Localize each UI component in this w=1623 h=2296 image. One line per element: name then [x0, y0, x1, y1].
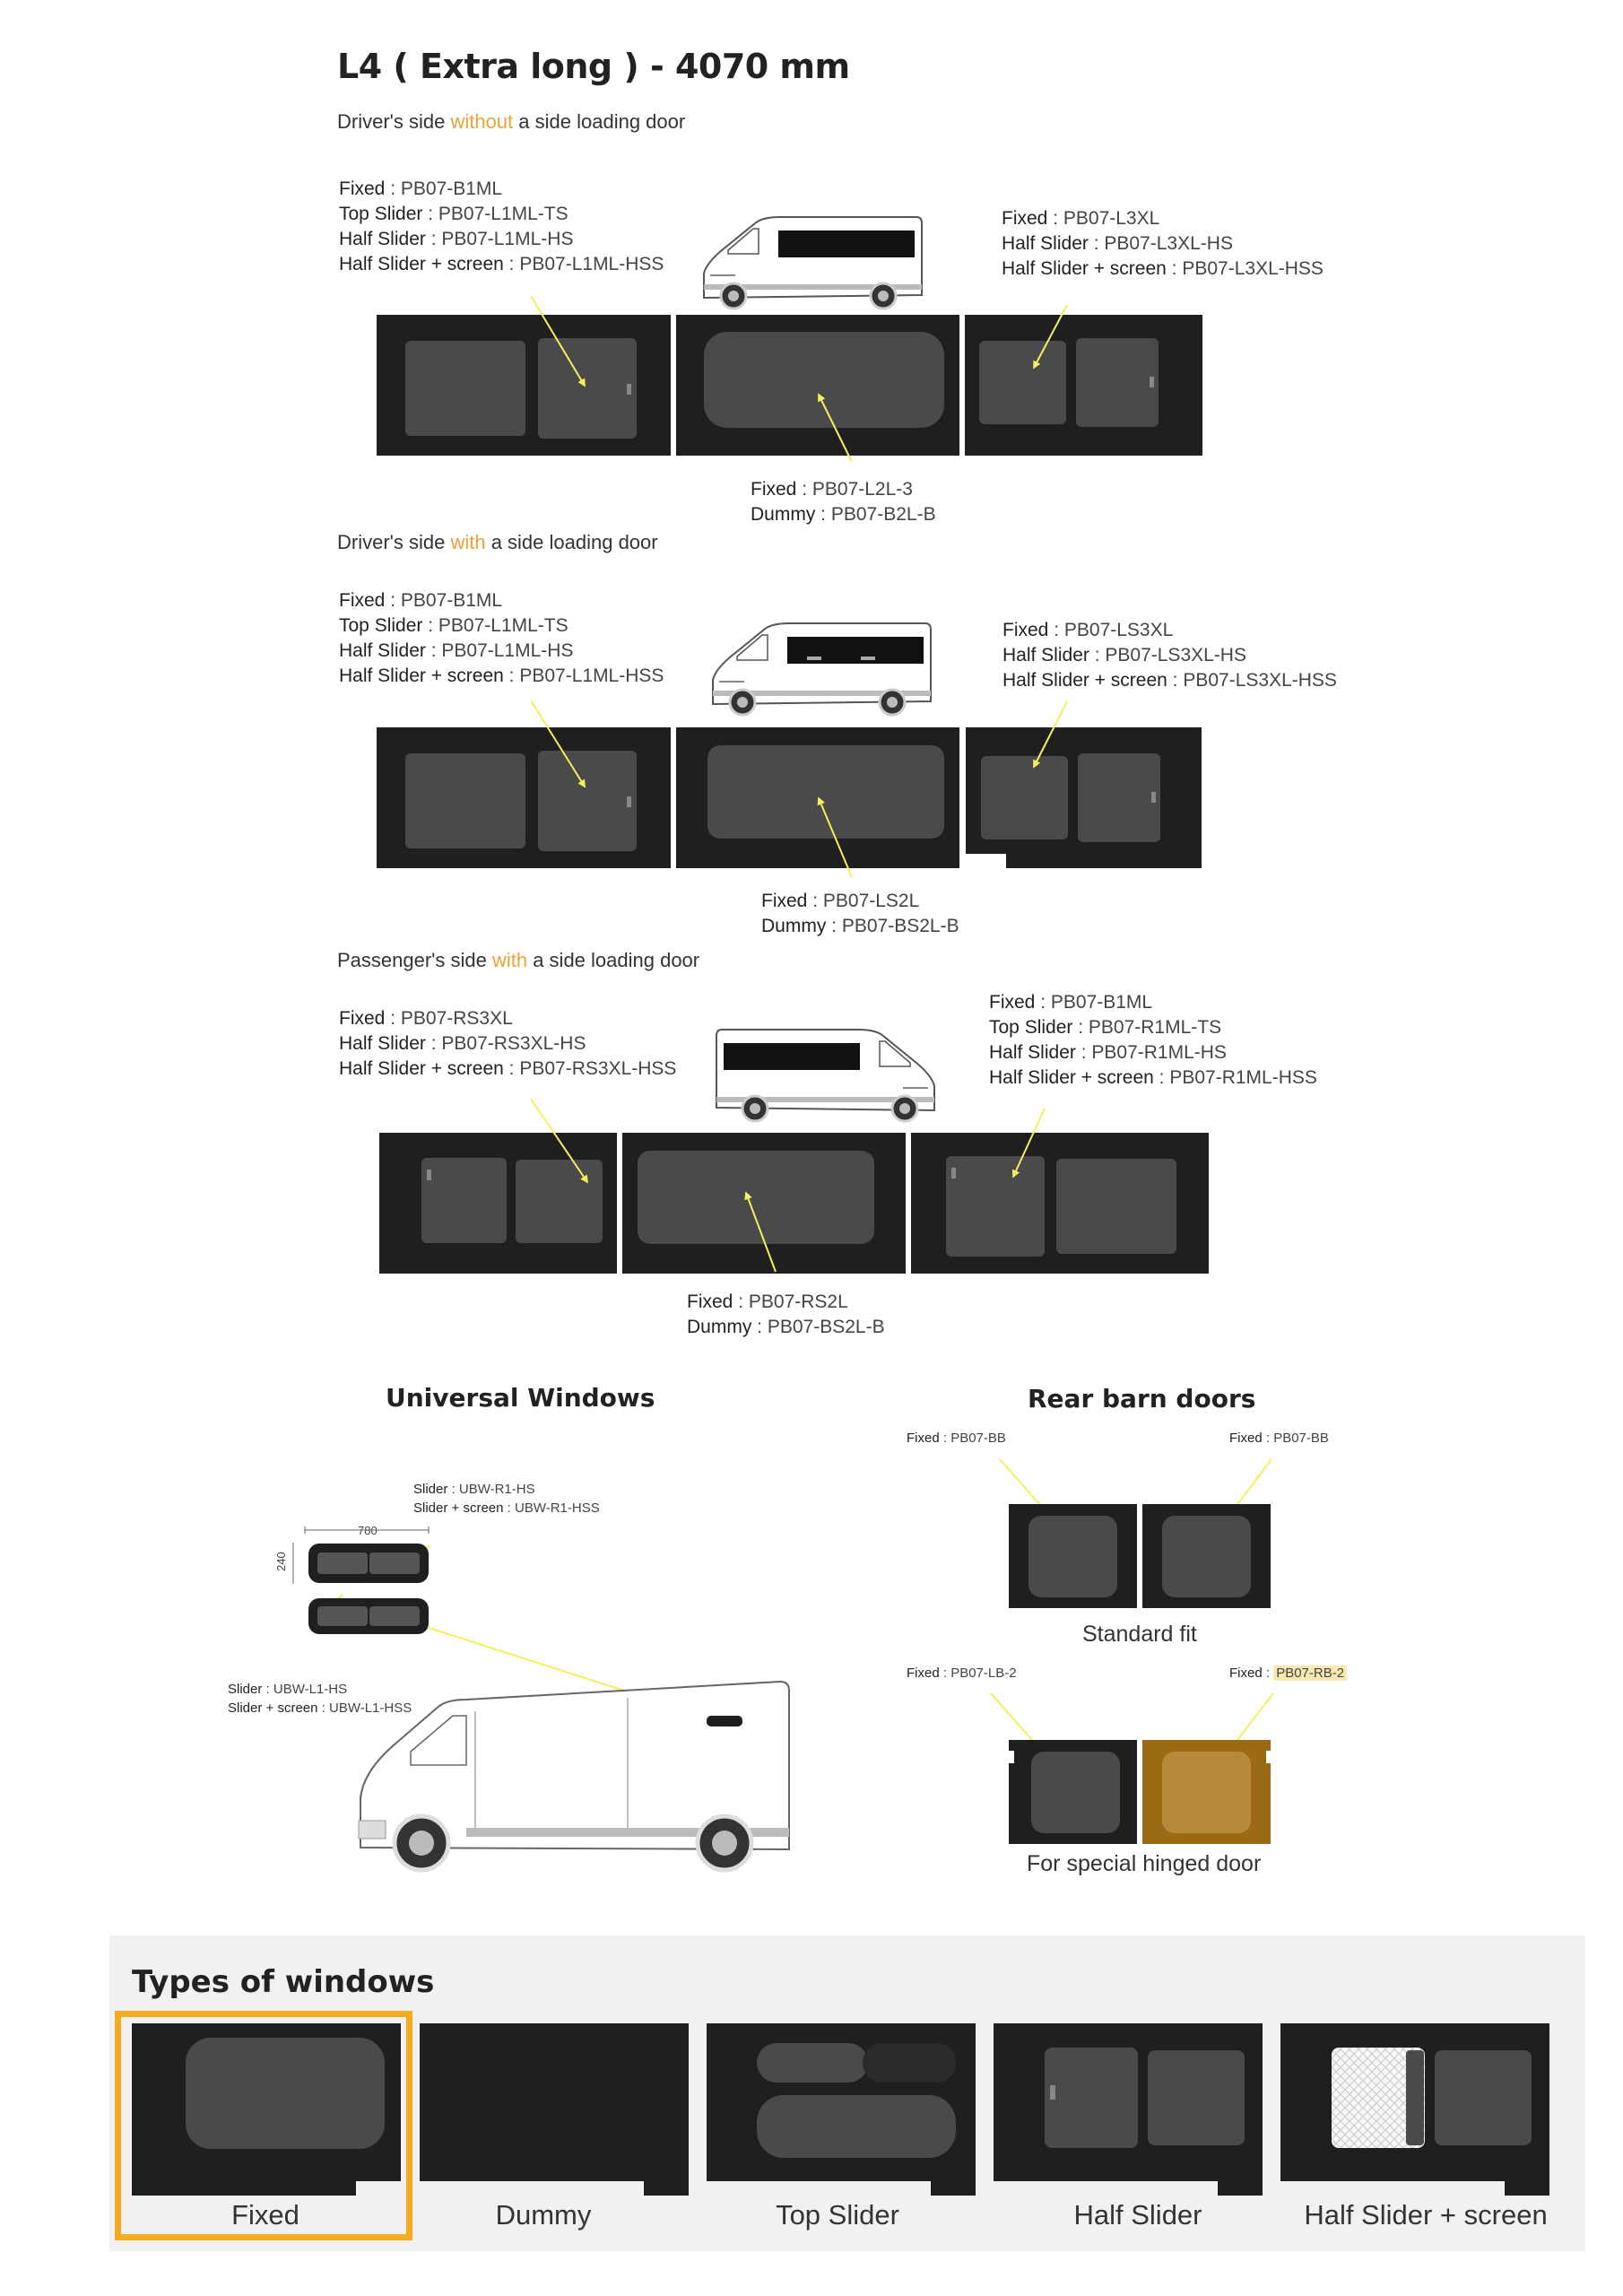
rear-std-caption: Standard fit: [1082, 1622, 1197, 1647]
s3-right-labels: Fixed : PB07-B1ML Top Slider : PB07-R1ML-TS Half Slider : PB07-R1ML-HS Half Slider + screen : PB07-R1ML-HSS: [989, 992, 1317, 1088]
types-heading: Types of windows: [132, 1964, 435, 2000]
s1-right-labels: Fixed : PB07-L3XL Half Slider : PB07-L3XL-HS Half Slider + screen : PB07-L3XL-HSS: [1002, 208, 1324, 279]
type-top-slider-graphic: [707, 2023, 976, 2196]
page-title: L4 ( Extra long ) - 4070 mm: [337, 47, 850, 86]
rear-special-doors: [1009, 1740, 1271, 1844]
type-caption-half-slider-screen: Half Slider + screen: [1304, 2199, 1548, 2231]
rear-special-left-label: Fixed : PB07-LB-2: [907, 1665, 1017, 1681]
type-half-slider-graphic: [994, 2023, 1263, 2196]
s2-panels: [377, 727, 1202, 868]
type-half-slider-screen-graphic: [1280, 2023, 1549, 2196]
universal-van-illustration: [359, 1682, 789, 1870]
rear-std-right-label: Fixed : PB07-BB: [1229, 1431, 1329, 1446]
s2-van-illustration: [713, 623, 931, 715]
s1-left-labels: Fixed : PB07-B1ML Top Slider : PB07-L1ML-TS Half Slider : PB07-L1ML-HS Half Slider + screen : PB07-L1ML-HSS: [339, 178, 664, 274]
type-caption-half-slider: Half Slider: [1073, 2199, 1202, 2231]
s2-left-labels: Fixed : PB07-B1ML Top Slider : PB07-L1ML-TS Half Slider : PB07-L1ML-HS Half Slider + screen : PB07-L1ML-HSS: [339, 590, 664, 686]
rear-std-left-label: Fixed : PB07-BB: [907, 1431, 1006, 1446]
s1-van-illustration: [704, 217, 922, 309]
section-heading-2: Driver's side with a side loading door: [337, 531, 658, 553]
dim-width: 780: [358, 1524, 378, 1537]
rear-standard-doors: [1009, 1504, 1271, 1608]
rear-heading: Rear barn doors: [1028, 1384, 1256, 1413]
s3-panels: [379, 1133, 1209, 1274]
s2-middle-labels: Fixed : PB07-LS2L Dummy : PB07-BS2L-B: [761, 891, 959, 936]
type-caption-fixed: Fixed: [231, 2199, 299, 2231]
universal-top-labels: Slider : UBW-R1-HS Slider + screen : UBW-R1-HSS: [413, 1482, 600, 1516]
s3-left-labels: Fixed : PB07-RS3XL Half Slider : PB07-RS3XL-HS Half Slider + screen : PB07-RS3XL-HSS: [339, 1008, 677, 1079]
s1-middle-labels: Fixed : PB07-L2L-3 Dummy : PB07-B2L-B: [751, 479, 936, 525]
dim-height: 240: [274, 1552, 288, 1571]
rear-special-caption: For special hinged door: [1027, 1851, 1262, 1876]
type-caption-top-slider: Top Slider: [776, 2199, 899, 2231]
universal-bottom-labels: Slider : UBW-L1-HS Slider + screen : UBW-L1-HSS: [228, 1682, 412, 1716]
section-heading-3: Passenger's side with a side loading door: [337, 949, 700, 971]
universal-heading: Universal Windows: [386, 1383, 655, 1413]
type-caption-dummy: Dummy: [495, 2199, 592, 2231]
s2-right-labels: Fixed : PB07-LS3XL Half Slider : PB07-LS3XL-HS Half Slider + screen : PB07-LS3XL-HSS: [1002, 620, 1337, 691]
type-dummy-graphic: [420, 2023, 689, 2196]
s3-middle-labels: Fixed : PB07-RS2L Dummy : PB07-BS2L-B: [687, 1292, 885, 1337]
section-heading-1: Driver's side without a side loading door: [337, 110, 686, 133]
s3-van-illustration: [716, 1030, 934, 1121]
s1-panels: [377, 315, 1202, 456]
rear-special-right-label: Fixed : PB07-RB-2: [1229, 1664, 1347, 1683]
